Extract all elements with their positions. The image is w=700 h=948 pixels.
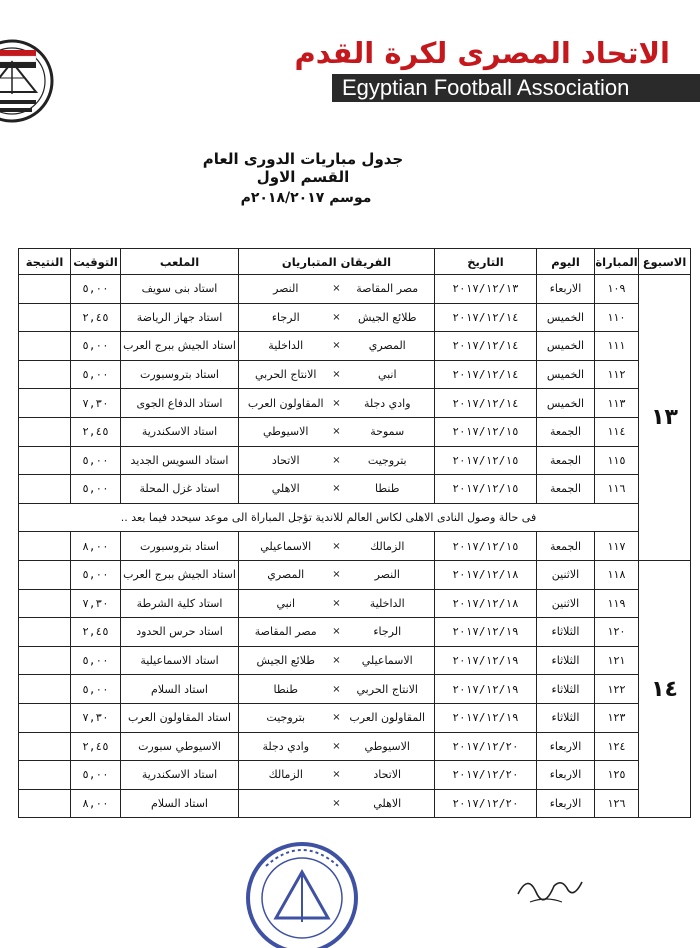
- week-number: ١٣: [639, 275, 691, 561]
- vs-symbol: ×: [332, 683, 341, 695]
- table-row: [19, 275, 691, 304]
- match-number: ١١٦: [595, 475, 639, 504]
- signature-icon: [510, 868, 590, 908]
- away-team: الاتحاد: [271, 453, 300, 467]
- home-team: مصر المقاصة: [356, 282, 419, 296]
- match-stadium: استاد الجيش ببرج العرب: [121, 560, 239, 589]
- home-team: الرجاء: [373, 625, 402, 639]
- away-team: المصري: [267, 568, 305, 582]
- match-date: ٢٠١٧/١٢/١٨: [435, 560, 537, 589]
- vs-symbol: ×: [332, 483, 341, 495]
- match-date: ٢٠١٧/١٢/١٩: [435, 646, 537, 675]
- match-time: ٢,٤٥: [71, 303, 121, 332]
- match-time: ٢,٤٥: [71, 732, 121, 761]
- match-teams: [239, 303, 435, 332]
- table-row: [19, 417, 691, 446]
- match-time: ٥,٠٠: [71, 675, 121, 704]
- match-date: ٢٠١٧/١٢/٢٠: [435, 761, 537, 790]
- match-date: ٢٠١٧/١٢/١٩: [435, 618, 537, 647]
- home-team: المصري: [368, 339, 406, 353]
- match-stadium: استاد الاسكندرية: [121, 417, 239, 446]
- match-stadium: استاد بتروسبورت: [121, 532, 239, 561]
- match-result: [19, 389, 71, 418]
- match-teams: [239, 589, 435, 618]
- teams-pair: [239, 654, 434, 667]
- match-number: ١١٩: [595, 589, 639, 618]
- home-team: الداخلية: [369, 596, 405, 610]
- vs-symbol: ×: [332, 712, 341, 724]
- vs-symbol: ×: [332, 311, 341, 323]
- away-team: وادي دجلة: [262, 739, 310, 753]
- teams-pair: [239, 768, 434, 781]
- match-time: ٥,٠٠: [71, 646, 121, 675]
- match-stadium: استاد السلام: [121, 675, 239, 704]
- teams-pair: [239, 540, 434, 553]
- match-number: ١٢٠: [595, 618, 639, 647]
- match-result: [19, 789, 71, 818]
- teams-pair: [239, 482, 434, 495]
- match-day: الخميس: [537, 360, 595, 389]
- match-number: ١٢٣: [595, 703, 639, 732]
- match-date: ٢٠١٧/١٢/١٥: [435, 446, 537, 475]
- match-teams: [239, 332, 435, 361]
- match-result: [19, 417, 71, 446]
- match-result: [19, 360, 71, 389]
- match-teams: [239, 475, 435, 504]
- org-name-arabic: الاتحاد المصرى لكرة القدم: [294, 36, 670, 70]
- home-team: الاهلي: [373, 796, 402, 810]
- efa-stamp-icon: [236, 838, 368, 948]
- match-day: الخميس: [537, 389, 595, 418]
- table-row: [19, 303, 691, 332]
- match-date: ٢٠١٧/١٢/١٣: [435, 275, 537, 304]
- match-date: ٢٠١٧/١٢/١٤: [435, 332, 537, 361]
- match-time: ٨,٠٠: [71, 789, 121, 818]
- match-time: ٥,٠٠: [71, 475, 121, 504]
- document-title: جدول مباريات الدورى العام القسم الاول: [202, 150, 404, 186]
- match-teams: [239, 560, 435, 589]
- match-stadium: الاسيوطي سبورت: [121, 732, 239, 761]
- match-day: الجمعة: [537, 446, 595, 475]
- match-stadium: استاد السلام: [121, 789, 239, 818]
- home-team: طلائع الجيش: [357, 310, 417, 324]
- home-team: الاسيوطي: [364, 739, 410, 753]
- table-row: [19, 789, 691, 818]
- away-team: الانتاج الحربي: [255, 368, 317, 382]
- vs-symbol: ×: [332, 397, 341, 409]
- table-row: [19, 703, 691, 732]
- table-row: [19, 646, 691, 675]
- match-stadium: استاد جهاز الرياضة: [121, 303, 239, 332]
- match-result: [19, 446, 71, 475]
- match-number: ١١١: [595, 332, 639, 361]
- note-text: فى حالة وصول النادى الاهلى لكاس العالم للاندية تؤجل المباراة الى موعد سيحدد فيما بعد ..: [19, 503, 639, 532]
- away-team: الرجاء: [271, 310, 300, 324]
- vs-symbol: ×: [332, 655, 341, 667]
- match-day: الثلاثاء: [537, 646, 595, 675]
- table-row: [19, 589, 691, 618]
- vs-symbol: ×: [332, 540, 341, 552]
- match-number: ١١٤: [595, 417, 639, 446]
- match-number: ١٢٥: [595, 761, 639, 790]
- teams-pair: [239, 568, 434, 581]
- teams-pair: [239, 368, 434, 381]
- match-number: ١٢٦: [595, 789, 639, 818]
- match-teams: [239, 618, 435, 647]
- away-team: انبي: [276, 596, 296, 610]
- document-season: موسم ٢٠١٨/٢٠١٧م: [240, 190, 372, 206]
- match-time: ٢,٤٥: [71, 417, 121, 446]
- match-number: ١١٧: [595, 532, 639, 561]
- match-day: الخميس: [537, 303, 595, 332]
- match-result: [19, 275, 71, 304]
- match-day: الجمعة: [537, 417, 595, 446]
- teams-pair: [239, 711, 434, 724]
- header-date: التاريخ: [435, 249, 537, 275]
- home-team: النصر: [374, 568, 400, 582]
- vs-symbol: ×: [332, 769, 341, 781]
- teams-pair: [239, 797, 434, 810]
- match-date: ٢٠١٧/١٢/١٤: [435, 360, 537, 389]
- match-time: ٥,٠٠: [71, 360, 121, 389]
- away-team: المقاولون العرب: [247, 396, 324, 410]
- match-time: ٧,٣٠: [71, 589, 121, 618]
- match-date: ٢٠١٧/١٢/١٨: [435, 589, 537, 618]
- match-day: الاربعاء: [537, 275, 595, 304]
- header-week: الاسبوع: [639, 249, 691, 275]
- vs-symbol: ×: [332, 626, 341, 638]
- match-number: ١١٥: [595, 446, 639, 475]
- table-row: [19, 332, 691, 361]
- match-date: ٢٠١٧/١٢/٢٠: [435, 732, 537, 761]
- match-stadium: استاد السويس الجديد: [121, 446, 239, 475]
- match-stadium: استاد بنى سويف: [121, 275, 239, 304]
- match-teams: [239, 732, 435, 761]
- away-team: طلائع الجيش: [256, 654, 316, 668]
- header-time: التوقيت: [71, 249, 121, 275]
- match-result: [19, 332, 71, 361]
- table-row: [19, 532, 691, 561]
- match-teams: [239, 789, 435, 818]
- match-time: ٧,٣٠: [71, 703, 121, 732]
- match-teams: [239, 675, 435, 704]
- away-team: الاسماعيلي: [260, 539, 312, 553]
- match-time: ٥,٠٠: [71, 560, 121, 589]
- match-stadium: استاد الاسماعيلية: [121, 646, 239, 675]
- match-day: الاثنين: [537, 560, 595, 589]
- table-row: [19, 446, 691, 475]
- match-teams: [239, 646, 435, 675]
- match-day: الاربعاء: [537, 789, 595, 818]
- match-time: ٨,٠٠: [71, 532, 121, 561]
- efa-logo-icon: [0, 22, 54, 140]
- teams-pair: [239, 740, 434, 753]
- vs-symbol: ×: [332, 569, 341, 581]
- match-day: الاربعاء: [537, 732, 595, 761]
- header-match: المباراة: [595, 249, 639, 275]
- table-row: [19, 389, 691, 418]
- match-stadium: استاد بتروسبورت: [121, 360, 239, 389]
- match-time: ٥,٠٠: [71, 761, 121, 790]
- match-day: الثلاثاء: [537, 703, 595, 732]
- vs-symbol: ×: [332, 283, 341, 295]
- match-number: ١١٢: [595, 360, 639, 389]
- home-team: سموحة: [370, 425, 405, 439]
- match-time: ٥,٠٠: [71, 332, 121, 361]
- home-team: بتروجيت: [367, 453, 407, 467]
- match-time: ٥,٠٠: [71, 275, 121, 304]
- week-number: ١٤: [639, 560, 691, 817]
- match-number: ١٢١: [595, 646, 639, 675]
- match-teams: [239, 703, 435, 732]
- match-stadium: استاد حرس الحدود: [121, 618, 239, 647]
- header-teams: الفريقان المتباريان: [239, 249, 435, 275]
- away-team: بتروجيت: [266, 711, 306, 725]
- table-row: [19, 732, 691, 761]
- match-date: ٢٠١٧/١٢/١٤: [435, 303, 537, 332]
- match-stadium: استاد كلية الشرطة: [121, 589, 239, 618]
- match-number: ١٢٤: [595, 732, 639, 761]
- home-team: الاسماعيلي: [361, 654, 413, 668]
- match-result: [19, 475, 71, 504]
- teams-pair: [239, 282, 434, 295]
- home-team: الزمالك: [370, 539, 405, 553]
- match-result: [19, 618, 71, 647]
- match-teams: [239, 761, 435, 790]
- match-number: ١١٨: [595, 560, 639, 589]
- home-team: وادي دجلة: [363, 396, 411, 410]
- match-date: ٢٠١٧/١٢/١٥: [435, 475, 537, 504]
- match-day: الثلاثاء: [537, 618, 595, 647]
- away-team: الاهلي: [271, 482, 300, 496]
- match-day: الجمعة: [537, 532, 595, 561]
- table-row: [19, 675, 691, 704]
- match-date: ٢٠١٧/١٢/١٥: [435, 532, 537, 561]
- table-header-row: [19, 249, 691, 275]
- match-stadium: استاد غزل المحلة: [121, 475, 239, 504]
- vs-symbol: ×: [332, 369, 341, 381]
- match-result: [19, 646, 71, 675]
- match-number: ١١٣: [595, 389, 639, 418]
- home-team: انبي: [377, 368, 397, 382]
- home-team: المقاولون العرب: [349, 711, 426, 725]
- match-day: الاثنين: [537, 589, 595, 618]
- match-teams: [239, 360, 435, 389]
- match-date: ٢٠١٧/١٢/٢٠: [435, 789, 537, 818]
- match-stadium: استاد الاسكندرية: [121, 761, 239, 790]
- match-result: [19, 589, 71, 618]
- teams-pair: [239, 683, 434, 696]
- away-team: مصر المقاصة: [254, 625, 317, 639]
- table-row: [19, 560, 691, 589]
- table-row: [19, 475, 691, 504]
- teams-pair: [239, 397, 434, 410]
- match-teams: [239, 275, 435, 304]
- match-result: [19, 560, 71, 589]
- vs-symbol: ×: [332, 597, 341, 609]
- home-team: الاتحاد: [373, 768, 402, 782]
- match-result: [19, 732, 71, 761]
- match-number: ١١٠: [595, 303, 639, 332]
- vs-symbol: ×: [332, 426, 341, 438]
- org-name-english: Egyptian Football Association: [332, 74, 700, 102]
- match-day: الخميس: [537, 332, 595, 361]
- match-date: ٢٠١٧/١٢/١٥: [435, 417, 537, 446]
- match-day: الاربعاء: [537, 761, 595, 790]
- away-team: النصر: [273, 282, 299, 296]
- match-teams: [239, 417, 435, 446]
- match-date: ٢٠١٧/١٢/١٤: [435, 389, 537, 418]
- match-result: [19, 761, 71, 790]
- table-row: [19, 761, 691, 790]
- vs-symbol: ×: [332, 340, 341, 352]
- match-time: ٥,٠٠: [71, 446, 121, 475]
- teams-pair: [239, 425, 434, 438]
- header-result: النتيجة: [19, 249, 71, 275]
- match-stadium: استاد الجيش ببرج العرب: [121, 332, 239, 361]
- header-stadium: الملعب: [121, 249, 239, 275]
- match-result: [19, 303, 71, 332]
- match-teams: [239, 389, 435, 418]
- match-time: ٧,٣٠: [71, 389, 121, 418]
- match-result: [19, 703, 71, 732]
- home-team: الانتاج الحربي: [356, 682, 418, 696]
- match-number: ١٢٢: [595, 675, 639, 704]
- header-day: اليوم: [537, 249, 595, 275]
- match-number: ١٠٩: [595, 275, 639, 304]
- table-row: [19, 360, 691, 389]
- note-row: [19, 503, 691, 532]
- away-team: الزمالك: [268, 768, 303, 782]
- away-team: الاسيوطي: [263, 425, 309, 439]
- teams-pair: [239, 311, 434, 324]
- match-day: الثلاثاء: [537, 675, 595, 704]
- match-date: ٢٠١٧/١٢/١٩: [435, 675, 537, 704]
- teams-pair: [239, 625, 434, 638]
- match-day: الجمعة: [537, 475, 595, 504]
- match-date: ٢٠١٧/١٢/١٩: [435, 703, 537, 732]
- teams-pair: [239, 339, 434, 352]
- vs-symbol: ×: [332, 454, 341, 466]
- vs-symbol: ×: [332, 740, 341, 752]
- table-row: [19, 618, 691, 647]
- match-result: [19, 675, 71, 704]
- schedule-table: [18, 248, 691, 818]
- match-teams: [239, 532, 435, 561]
- away-team: الداخلية: [268, 339, 304, 353]
- match-time: ٢,٤٥: [71, 618, 121, 647]
- teams-pair: [239, 454, 434, 467]
- match-teams: [239, 446, 435, 475]
- vs-symbol: ×: [332, 797, 341, 809]
- match-result: [19, 532, 71, 561]
- match-stadium: استاد المقاولون العرب: [121, 703, 239, 732]
- match-stadium: استاد الدفاع الجوى: [121, 389, 239, 418]
- away-team: طنطا: [273, 682, 298, 696]
- teams-pair: [239, 597, 434, 610]
- home-team: طنطا: [375, 482, 400, 496]
